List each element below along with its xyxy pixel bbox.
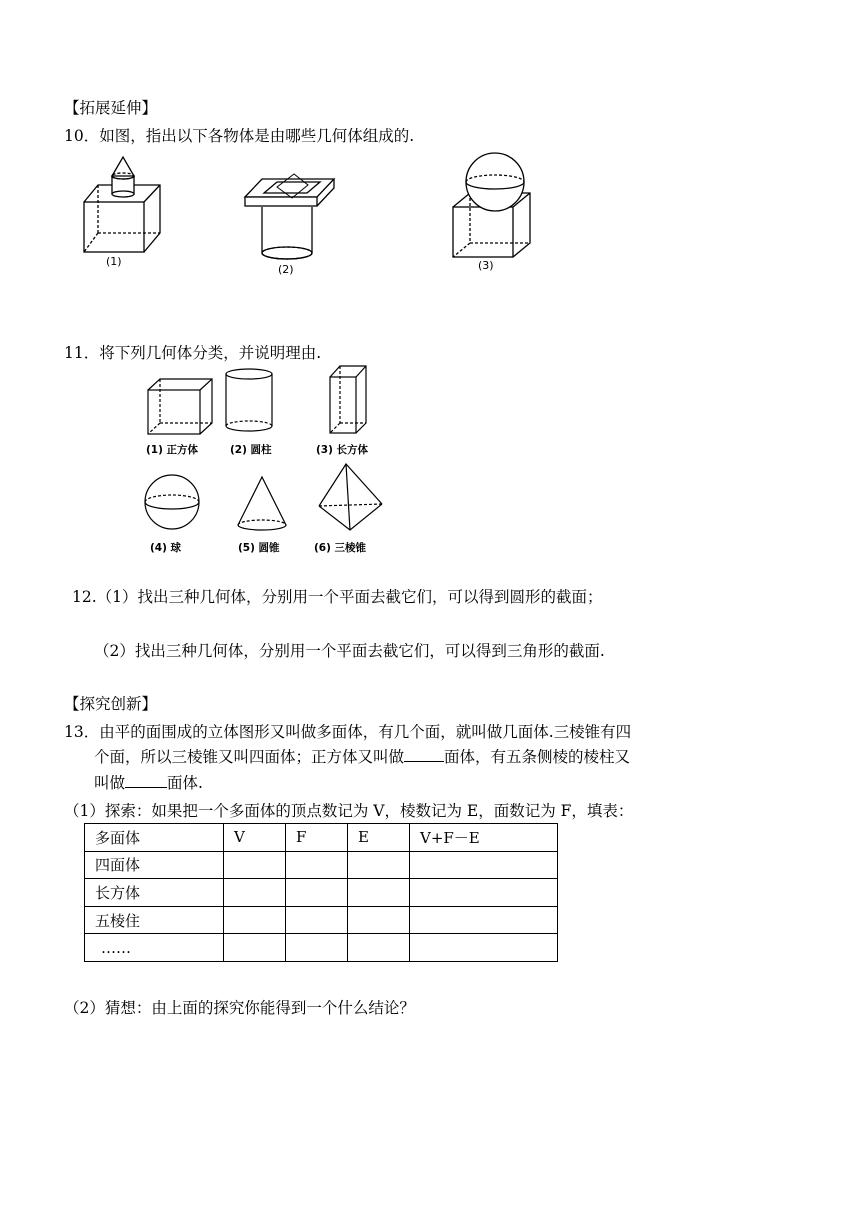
table-cell-e[interactable] <box>348 906 410 934</box>
answer-blank-prism-faces[interactable] <box>125 787 167 788</box>
table-cell-v[interactable] <box>224 906 286 934</box>
q11-figure-sphere <box>142 474 202 534</box>
q11-figure-cone <box>234 475 290 537</box>
table-cell-e[interactable] <box>348 851 410 879</box>
table-row <box>85 934 558 962</box>
q11-figure-cylinder <box>224 368 274 438</box>
table-cell-f[interactable] <box>286 906 348 934</box>
table-cell-f[interactable] <box>286 879 348 907</box>
question-13-line-1: 13．由平的面围成的立体图形又叫做多面体，有几个面，就叫做几面体.三棱锥有四 <box>64 723 632 741</box>
question-13-explore: （1）探索：如果把一个多面体的顶点数记为 V，棱数记为 E，面数记为 F，填表： <box>64 802 634 820</box>
table-header-v: V <box>224 824 286 852</box>
section-title-explore: 【探究创新】 <box>64 695 158 713</box>
question-13-line-3 <box>94 771 203 793</box>
table-cell-result[interactable] <box>410 906 558 934</box>
q10-caption-3: (3) <box>478 259 494 272</box>
table-cell-v[interactable] <box>224 851 286 879</box>
q10-caption-1: (1) <box>106 255 122 268</box>
table-cell-v[interactable] <box>224 934 286 962</box>
table-row-label: 四面体 <box>85 851 224 879</box>
table-cell-result[interactable] <box>410 934 558 962</box>
question-10-text: 10．如图，指出以下各物体是由哪些几何体组成的. <box>64 127 415 145</box>
q10-figure-1 <box>80 155 170 279</box>
question-13-line-3-end: 面体. <box>167 774 203 792</box>
table-header-e: E <box>348 824 410 852</box>
table-cell-f[interactable] <box>286 851 348 879</box>
table-cell-result[interactable] <box>410 851 558 879</box>
table-cell-result[interactable] <box>410 879 558 907</box>
q11-figure-pyramid <box>316 462 384 538</box>
q10-caption-2: (2) <box>278 263 294 276</box>
q11-caption-2: (2) 圆柱 <box>230 444 272 456</box>
section-title-extension: 【拓展延伸】 <box>64 99 158 117</box>
q11-figure-cuboid <box>328 365 368 439</box>
q11-caption-6: (6) 三棱锥 <box>314 542 367 554</box>
q11-caption-3: (3) 长方体 <box>316 444 369 456</box>
q11-caption-1: (1) 正方体 <box>146 444 199 456</box>
table-header-f: F <box>286 824 348 852</box>
question-11-text: 11．将下列几何体分类，并说明理由. <box>64 344 322 362</box>
table-row <box>85 906 558 934</box>
table-row-label: …… <box>85 934 224 962</box>
q10-figure-2 <box>242 165 342 279</box>
table-row <box>85 851 558 879</box>
question-13-line-2-end: 面体，有五条侧棱的棱柱又 <box>444 748 631 766</box>
question-12-part-2: （2）找出三种几何体，分别用一个平面去截它们，可以得到三角形的截面. <box>94 642 605 660</box>
table-cell-f[interactable] <box>286 934 348 962</box>
question-13-guess: （2）猜想：由上面的探究你能得到一个什么结论？ <box>64 999 415 1017</box>
q11-caption-5: (5) 圆锥 <box>238 542 280 554</box>
question-13-line-2-start: 个面，所以三棱锥又叫四面体；正方体又叫做 <box>94 748 405 766</box>
table-cell-e[interactable] <box>348 934 410 962</box>
table-cell-v[interactable] <box>224 879 286 907</box>
question-13-line-2 <box>94 745 630 767</box>
answer-blank-cube-faces[interactable] <box>404 761 444 762</box>
table-row-label: 五棱住 <box>85 906 224 934</box>
table-row-label: 长方体 <box>85 879 224 907</box>
q10-figure-3 <box>450 155 540 274</box>
table-header-v-plus-f-minus-e: V+F－E <box>410 824 558 852</box>
polyhedron-table <box>84 823 558 962</box>
question-12-part-1: 12.（1）找出三种几何体，分别用一个平面去截它们，可以得到圆形的截面； <box>72 588 603 606</box>
table-header-polyhedron: 多面体 <box>85 824 224 852</box>
table-row <box>85 879 558 907</box>
q11-figure-cube <box>146 378 216 440</box>
table-cell-e[interactable] <box>348 879 410 907</box>
q11-caption-4: (4) 球 <box>150 542 182 554</box>
question-13-line-3-start: 叫做 <box>94 774 126 792</box>
table-header-row <box>85 824 558 852</box>
